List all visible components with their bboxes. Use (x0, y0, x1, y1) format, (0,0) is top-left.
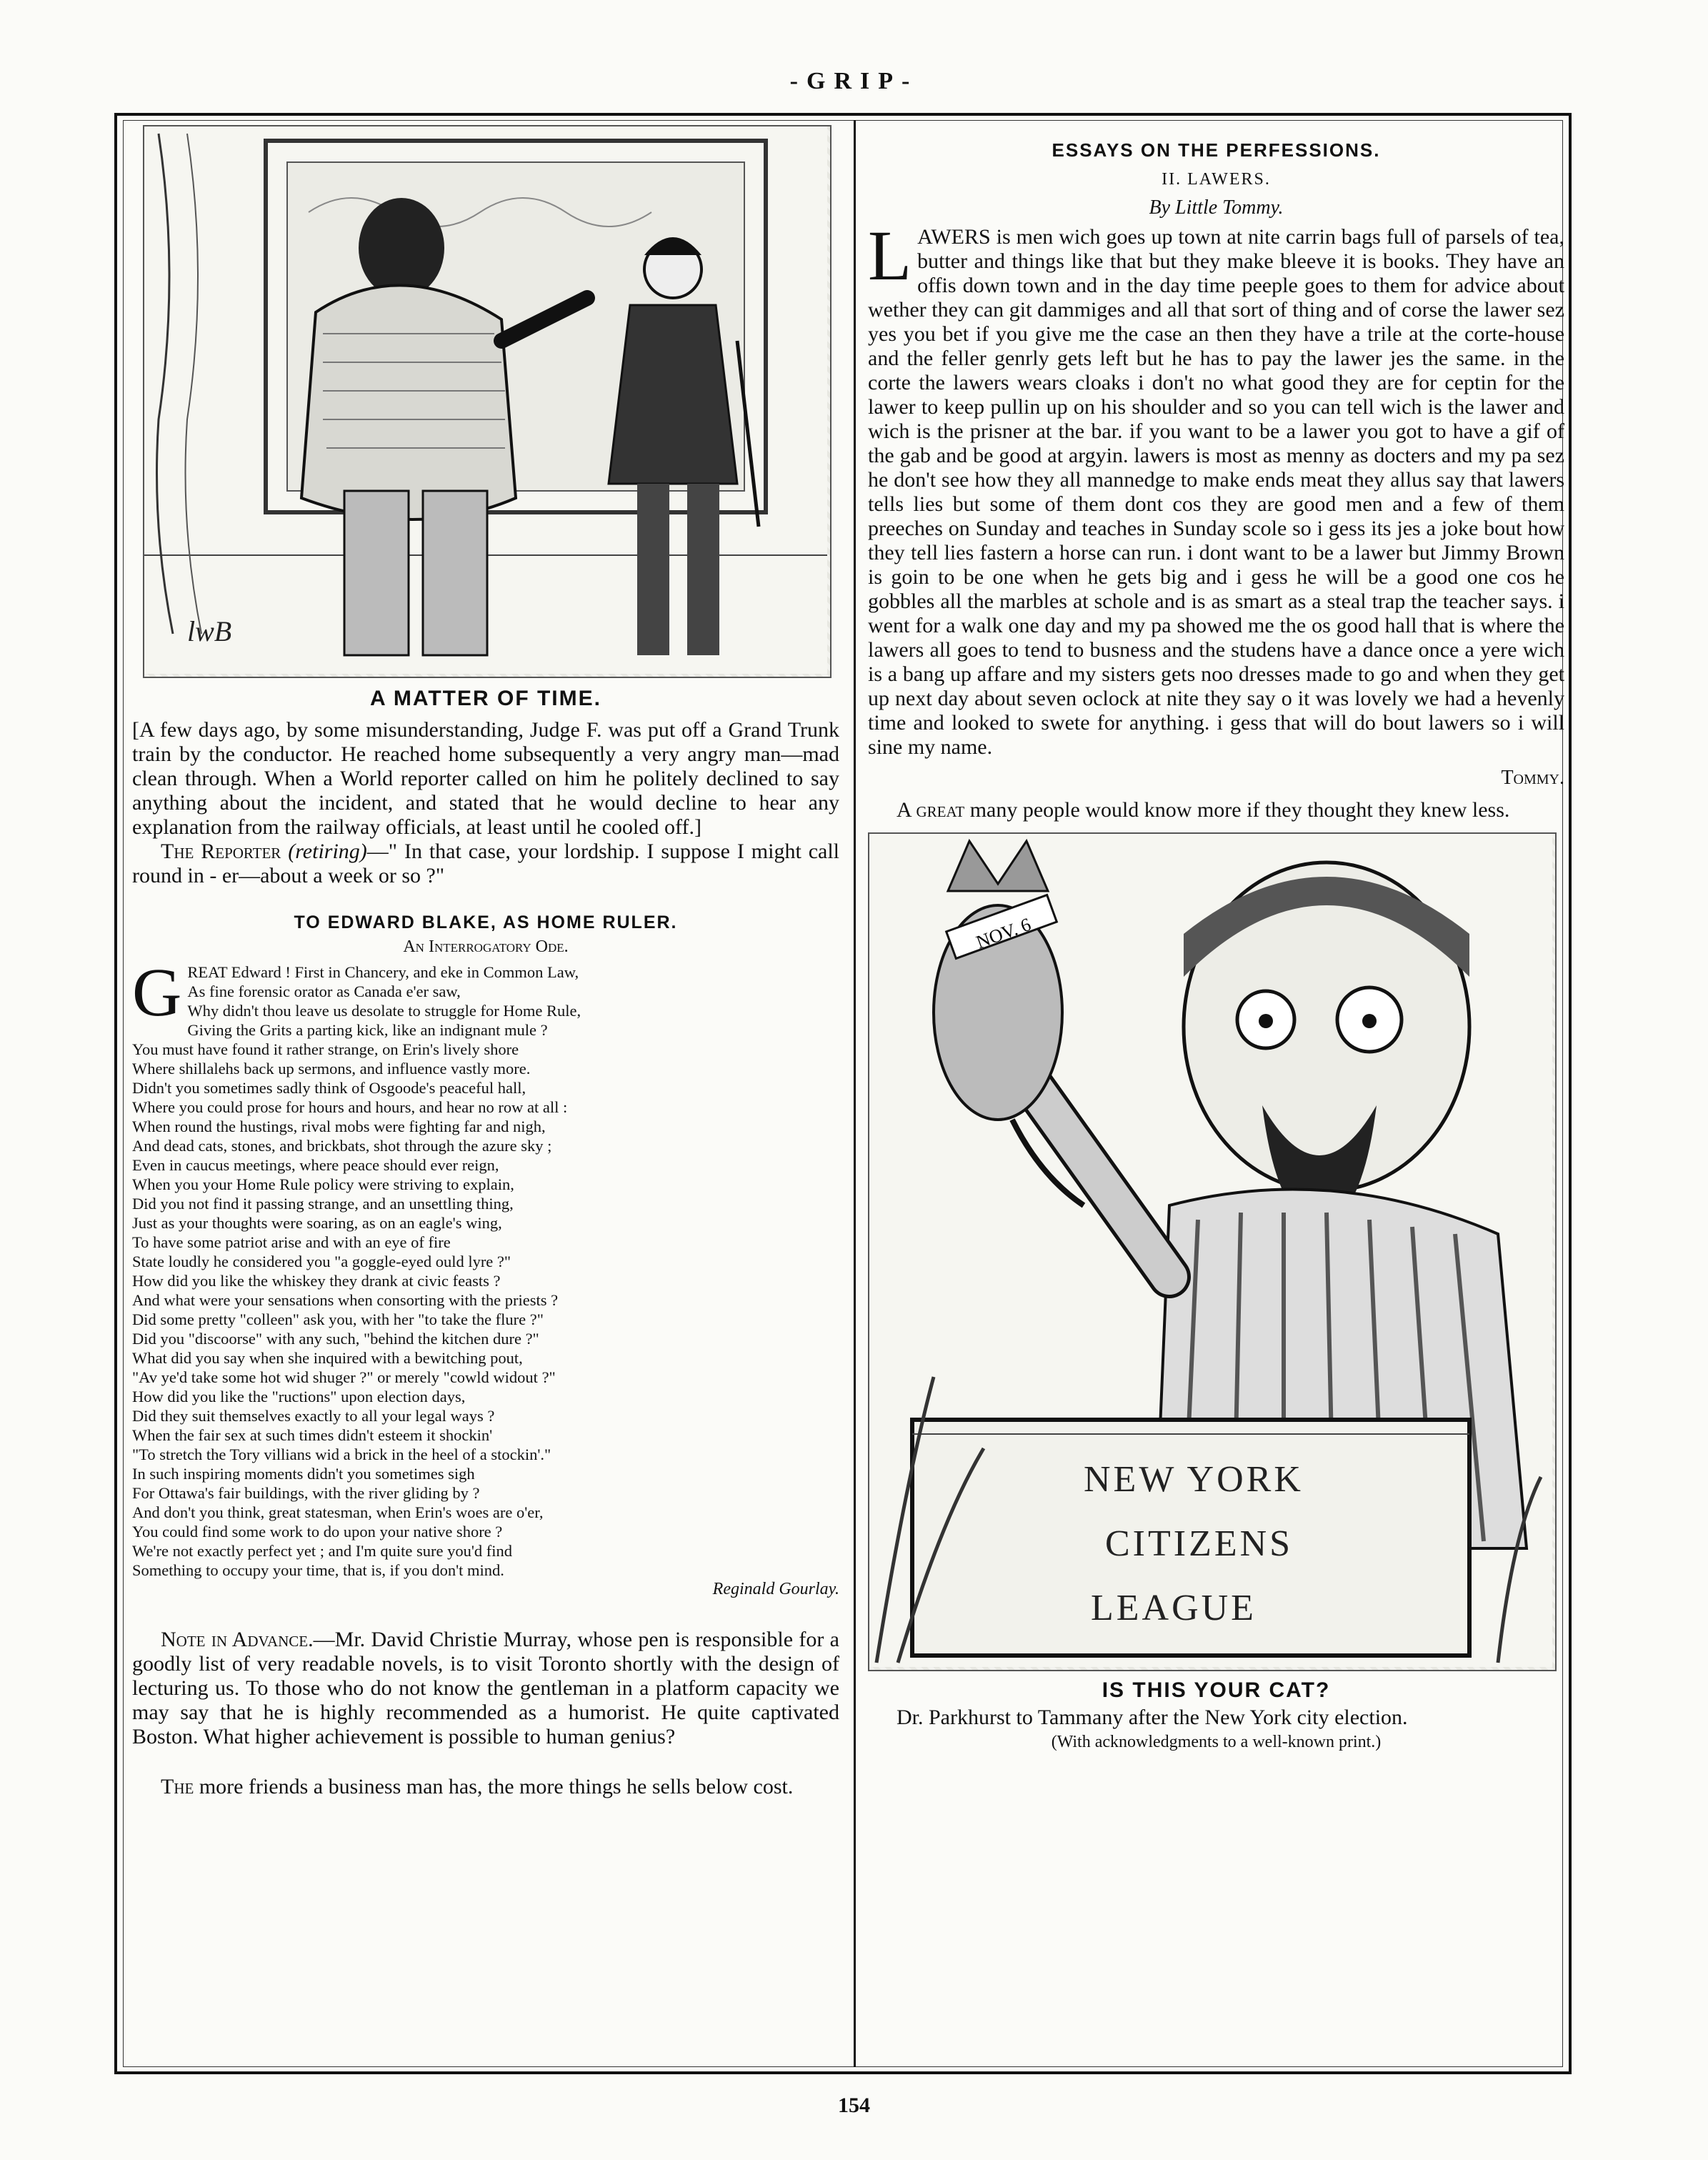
note-text: —Mr. David Christie Murray, whose pen is responsible for a goodly list of very readable novels, is to visit Toronto shortly with the design of lecturing us. To those who do not know the gentleman in a platform capacity we may say that he is highly recommended as a humorist. He quite captivated Boston. What higher achievement is possible to human genius? (132, 1628, 839, 1748)
ode-line: "Av ye'd take some hot wid shuger ?" or merely "cowld widout ?" (132, 1368, 556, 1386)
ode-line: Why didn't thou leave us desolate to struggle for Home Rule, (187, 1002, 581, 1020)
ode-line: As fine forensic orator as Canada e'er saw, (187, 982, 461, 1000)
friends-text: more friends a business man has, the more things he sells below cost. (194, 1775, 794, 1798)
friends-paragraph (132, 1775, 839, 1799)
matter-of-time-illustration (143, 125, 831, 678)
cat-collar-label: NOV. 6 (973, 913, 1034, 953)
ode-line: Something to occupy your time, that is, if you don't mind. (132, 1561, 504, 1579)
ode-line: Didn't you sometimes sadly think of Osgoode's peaceful hall, (132, 1079, 526, 1097)
essays-title: ESSAYS ON THE PERFESSIONS. (1052, 139, 1381, 161)
great-lead: A great (897, 798, 965, 822)
friends-lead: The (161, 1775, 194, 1798)
ode-line: When you your Home Rule policy were striving to explain, (132, 1175, 514, 1193)
ode-subtitle: An Interrogatory Ode. (403, 937, 569, 956)
ode-line: Did you "discoorse" with any such, "behind the kitchen dure ?" (132, 1330, 539, 1348)
sign-line-citizens: CITIZENS (1105, 1523, 1294, 1564)
essays-dropcap: L (868, 216, 912, 295)
ode-line: Did they suit themselves exactly to all your legal ways ? (132, 1407, 495, 1425)
ode-line: And what were your sensations when consorting with the priests ? (132, 1291, 559, 1309)
masthead: -GRIP- (789, 68, 919, 94)
ode-poem (132, 954, 839, 1580)
column-divider (854, 120, 856, 2067)
essays-text: AWERS is men wich goes up town at nite carrin bags full of parsels of tea, butter and things like that but they make bleeve it is books. They have an offis down town and in the day time peeple goes to them for advice about wether they can git dammiges and all that sort of thing and of corse the lawer sez yes you bet if you give me the case an then they have a trile at the corte-house and the feller genrly gets left but he has to pay the lawer jes the same. in the corte the lawers wears cloaks i don't no what good they are for ceptin for the lawer to keep pullin up on his shoulder and so you can tell wich is the lawer and wich is the prisner at the bar. if you want to be a lawer you got to have a gif of the gab and be good at argyin. lawers is most as menny as docters and my pa sez he don't see how they all mannedge to make ends meat they allus say that lawers tells lies but some of them dont cos they are good men and a few of them preeches on Sunday and teaches in Sunday scole so i gess its jes a joke bout how they tell lies fastern a horse can run. i dont want to be a lawer but Jimmy Brown is goin to be one when he gets big and i gess he will be a good one cos he gobbles all the marbles at schole and is as smart as a steal trap the teacher says. i went for a walk one day and my pa showed me the os good hall that is where the lawers all goes to tend to busness and the studens have a dance once a yere wich is a bang up affare and my sisters gets noo dresses made to go and when they get up next day about seven oclock at nite they say o it was lovely we had a hevenly time and looked to swete for anything. i gess that will do bout lawers so i will sine my name. (868, 225, 1564, 759)
right-column (868, 125, 1564, 1752)
note-label: Note in Advance. (161, 1628, 314, 1651)
matter-of-time-body: [A few days ago, by some misunderstanding, Judge F. was put off a Grand Trunk train by the conductor. He reached home subsequently a very angry man—mad clean through. When a World reporter called on him he politely declined to say anything about the incident, and stated that he would decline to hear any explanation from the railway officials, at least until he cooled off.] (132, 718, 839, 839)
ode-line: Where you could prose for hours and hours, and hear no row at all : (132, 1098, 568, 1116)
ode-dropcap: G (132, 954, 182, 1030)
ode-line: State loudly he considered you "a goggle-eyed ould lyre ?" (132, 1253, 511, 1270)
cat-title: IS THIS YOUR CAT? (1102, 1678, 1331, 1702)
great-many-paragraph (868, 798, 1564, 822)
ode-line: And dead cats, stones, and brickbats, shot through the azure sky ; (132, 1137, 552, 1155)
ode-line: You could find some work to do upon your native shore ? (132, 1523, 503, 1541)
ode-line: You must have found it rather strange, on Erin's lively shore (132, 1040, 519, 1058)
essays-subtitle: II. LAWERS. (1162, 170, 1271, 189)
reporter-label: The Reporter (161, 840, 281, 863)
essays-signature: Tommy. (1501, 767, 1564, 789)
ode-line: Just as your thoughts were soaring, as on an eagle's wing, (132, 1214, 502, 1232)
reporter-aside: (retiring) (288, 840, 367, 863)
ode-title: TO EDWARD BLAKE, AS HOME RULER. (294, 912, 678, 932)
illustrator-signature: lwB (187, 615, 232, 647)
ode-lines (132, 954, 839, 1580)
cat-caption: Dr. Parkhurst to Tammany after the New York city election. (897, 1706, 1408, 1729)
ode-line: What did you say when she inquired with a bewitching pout, (132, 1349, 523, 1367)
essays-body (868, 216, 1564, 760)
note-in-advance (132, 1628, 839, 1749)
ode-line: To have some patriot arise and with an eye of fire (132, 1233, 451, 1251)
ode-line: In such inspiring moments didn't you sometimes sigh (132, 1465, 475, 1483)
ode-line: Even in caucus meetings, where peace should ever reign, (132, 1156, 499, 1174)
ode-line: How did you like the whiskey they drank at civic feasts ? (132, 1272, 501, 1290)
ode-line: And don't you think, great statesman, when Erin's woes are o'er, (132, 1503, 544, 1521)
page-number: 154 (838, 2094, 870, 2117)
matter-of-time-drawing (144, 126, 827, 674)
matter-of-time-reporter (132, 840, 839, 888)
ode-line: REAT Edward ! First in Chancery, and eke in Common Law, (187, 963, 579, 981)
ode-line: Did some pretty "colleen" ask you, with her "to take the flure ?" (132, 1310, 544, 1328)
left-column (132, 125, 839, 1799)
sign-line-new-york: NEW YORK (1084, 1459, 1304, 1500)
cat-drawing (869, 834, 1552, 1667)
ode-line: When round the hustings, rival mobs were fighting far and nigh, (132, 1118, 546, 1135)
cat-illustration (868, 832, 1557, 1671)
ode-line: We're not exactly perfect yet ; and I'm quite sure you'd find (132, 1542, 513, 1560)
essays-byline: By Little Tommy. (1149, 196, 1284, 219)
ode-line: "To stretch the Tory villians wid a brick in the heel of a stockin'." (132, 1445, 551, 1463)
sign-line-league: LEAGUE (1091, 1588, 1257, 1628)
ode-author: Reginald Gourlay. (712, 1580, 839, 1598)
ode-line: For Ottawa's fair buildings, with the river gliding by ? (132, 1484, 480, 1502)
ode-line: How did you like the "ructions" upon election days, (132, 1388, 466, 1405)
cat-acknowledgment: (With acknowledgments to a well-known print.) (1051, 1733, 1382, 1751)
ode-line: Did you not find it passing strange, and an unsettling thing, (132, 1195, 514, 1213)
reporter-text: —" In that case, your lordship. I suppose I might call round in - er—about a week or so ?" (132, 840, 840, 887)
ode-line: When the fair sex at such times didn't esteem it shockin' (132, 1426, 493, 1444)
matter-of-time-title: A MATTER OF TIME. (370, 687, 601, 710)
ode-line: Giving the Grits a parting kick, like an indignant mule ? (187, 1021, 548, 1039)
great-text: many people would know more if they thought they knew less. (964, 798, 1510, 822)
ode-line: Where shillalehs back up sermons, and influence vastly more. (132, 1060, 531, 1077)
